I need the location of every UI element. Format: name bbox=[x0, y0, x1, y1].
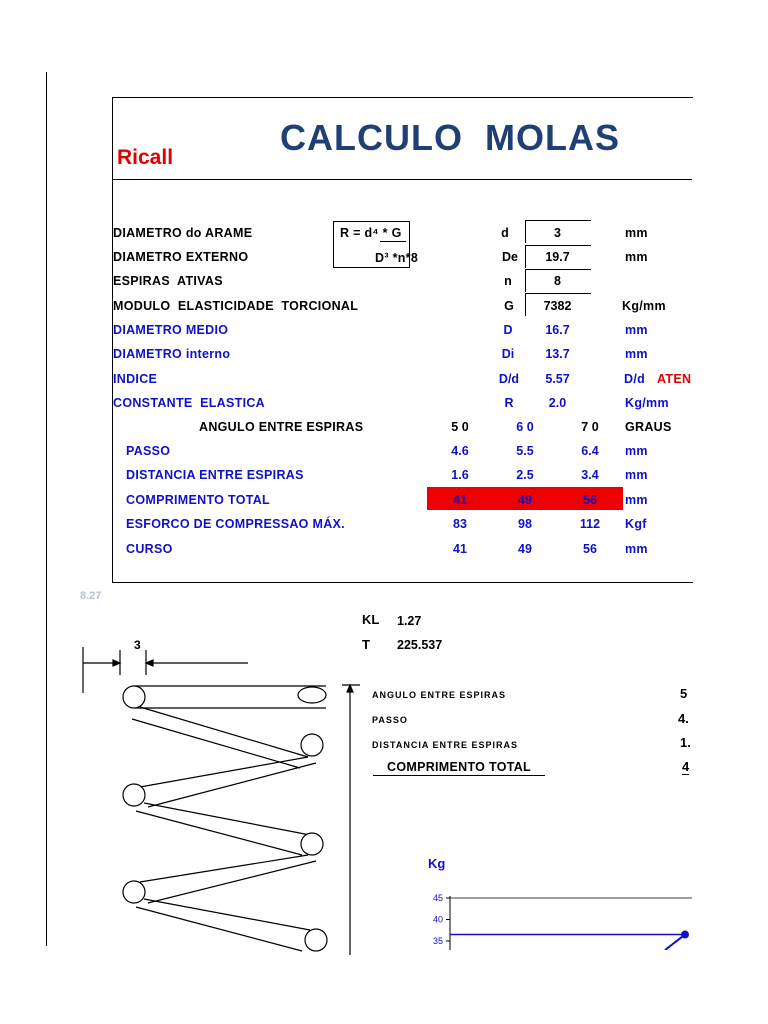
input-label-external-diameter: DIAMETRO EXTERNO bbox=[113, 250, 249, 264]
input-sym-d: d bbox=[501, 226, 509, 240]
computed-unit-index: D/d bbox=[624, 372, 646, 386]
row-travel-50: 41 bbox=[453, 542, 467, 556]
side-value: 8.27 bbox=[80, 590, 102, 602]
row-travel-unit: mm bbox=[625, 542, 648, 556]
angle-header-label: ANGULO ENTRE ESPIRAS bbox=[199, 420, 364, 434]
input-value-de[interactable]: 19.7 bbox=[545, 250, 570, 264]
row-label-max-force: ESFORCO DE COMPRESSAO MÁX. bbox=[126, 517, 345, 531]
input-value-n[interactable]: 8 bbox=[554, 274, 561, 288]
row-label-coil-gap: DISTANCIA ENTRE ESPIRAS bbox=[126, 468, 304, 482]
force-chart bbox=[420, 888, 692, 950]
wire-dimension-label: 3 bbox=[134, 638, 141, 652]
spring-drawing bbox=[70, 635, 370, 955]
small-value-angle: 5 bbox=[680, 686, 688, 701]
row-pitch-unit: mm bbox=[625, 444, 648, 458]
row-gap-70: 3.4 bbox=[581, 468, 599, 482]
computed-value-index: 5.57 bbox=[545, 372, 570, 386]
row-travel-60: 49 bbox=[518, 542, 532, 556]
row-label-total-length: COMPRIMENTO TOTAL bbox=[126, 493, 270, 507]
formula-bottom: D³ *n*8 bbox=[375, 251, 419, 265]
input-label-wire-diameter: DIAMETRO do ARAME bbox=[113, 226, 253, 240]
computed-value-internal-diameter: 13.7 bbox=[545, 347, 570, 361]
row-length-unit: mm bbox=[625, 493, 648, 507]
computed-unit-spring-constant: Kg/mm bbox=[625, 396, 669, 410]
input-sym-g: G bbox=[504, 299, 514, 313]
input-unit-g: Kg/mm bbox=[622, 299, 666, 313]
input-label-torsion-modulus: MODULO ELASTICIDADE TORCIONAL bbox=[113, 299, 359, 313]
chart-series-drop bbox=[665, 935, 685, 950]
computed-sym-di: Di bbox=[501, 347, 515, 361]
row-pitch-50: 4.6 bbox=[451, 444, 469, 458]
computed-label-internal-diameter: DIAMETRO interno bbox=[113, 347, 231, 361]
computed-value-spring-constant: 2.0 bbox=[548, 396, 567, 410]
index-warning: ATEN bbox=[657, 372, 692, 386]
row-force-50: 83 bbox=[453, 517, 467, 531]
small-total-value: 4 bbox=[682, 759, 690, 774]
kl-label: KL bbox=[362, 612, 380, 627]
input-value-d[interactable]: 3 bbox=[554, 226, 561, 240]
angle-60: 6 0 bbox=[516, 420, 534, 434]
formula-fraction-line bbox=[380, 241, 406, 242]
brand-logo: Ricall bbox=[117, 146, 174, 169]
chart-y-tick-label: 40 bbox=[432, 914, 443, 925]
small-total-label: COMPRIMENTO TOTAL bbox=[387, 760, 531, 774]
page-title: CALCULO MOLAS bbox=[280, 117, 620, 158]
input-value-g[interactable]: 7382 bbox=[543, 299, 572, 313]
computed-label-index: INDICE bbox=[113, 372, 158, 386]
row-travel-70: 56 bbox=[583, 542, 597, 556]
input-label-active-coils: ESPIRAS ATIVAS bbox=[113, 274, 223, 288]
chart-y-tick-label: 45 bbox=[432, 893, 443, 903]
row-pitch-60: 5.5 bbox=[516, 444, 534, 458]
computed-label-spring-constant: CONSTANTE ELASTICA bbox=[113, 396, 265, 410]
computed-unit-mean-diameter: mm bbox=[625, 323, 648, 337]
small-label-angle: ANGULO ENTRE ESPIRAS bbox=[372, 690, 507, 700]
angle-unit: GRAUS bbox=[625, 420, 672, 434]
row-gap-60: 2.5 bbox=[516, 468, 534, 482]
angle-70: 7 0 bbox=[581, 420, 599, 434]
calc-panel bbox=[112, 97, 693, 583]
computed-sym-index: D/d bbox=[498, 372, 520, 386]
row-label-pitch: PASSO bbox=[126, 444, 171, 458]
computed-value-mean-diameter: 16.7 bbox=[545, 323, 570, 337]
input-sym-n: n bbox=[504, 274, 512, 288]
t-value: 225.537 bbox=[397, 638, 443, 652]
chart-ylabel: Kg bbox=[428, 856, 446, 871]
input-sym-de: De bbox=[502, 250, 518, 264]
small-label-gap: DISTANCIA ENTRE ESPIRAS bbox=[372, 740, 519, 750]
computed-sym-d: D bbox=[503, 323, 513, 337]
row-label-travel: CURSO bbox=[126, 542, 173, 556]
computed-unit-internal-diameter: mm bbox=[625, 347, 648, 361]
small-value-pitch: 4. bbox=[678, 711, 689, 726]
computed-sym-r: R bbox=[504, 396, 514, 410]
row-gap-unit: mm bbox=[625, 468, 648, 482]
row-force-60: 98 bbox=[518, 517, 532, 531]
row-force-unit: Kgf bbox=[625, 517, 647, 531]
row-length-70: 56 bbox=[583, 493, 597, 507]
chart-y-tick-label: 35 bbox=[432, 936, 443, 946]
header-divider bbox=[112, 179, 692, 180]
row-length-50: 41 bbox=[453, 493, 467, 507]
kl-value: 1.27 bbox=[397, 614, 422, 628]
small-value-gap: 1. bbox=[680, 735, 691, 750]
small-total-underline bbox=[373, 775, 545, 776]
input-unit-d: mm bbox=[625, 226, 648, 240]
page-margin-line bbox=[46, 72, 47, 946]
row-gap-50: 1.6 bbox=[451, 468, 469, 482]
input-unit-de: mm bbox=[625, 250, 648, 264]
row-length-60: 49 bbox=[518, 493, 532, 507]
row-force-70: 112 bbox=[579, 517, 601, 531]
formula-top: R = d⁴ * G bbox=[340, 226, 402, 240]
small-label-pitch: PASSO bbox=[372, 715, 408, 725]
computed-label-mean-diameter: DIAMETRO MEDIO bbox=[113, 323, 229, 337]
row-pitch-70: 6.4 bbox=[581, 444, 599, 458]
angle-50: 5 0 bbox=[451, 420, 469, 434]
t-label: T bbox=[362, 637, 370, 652]
